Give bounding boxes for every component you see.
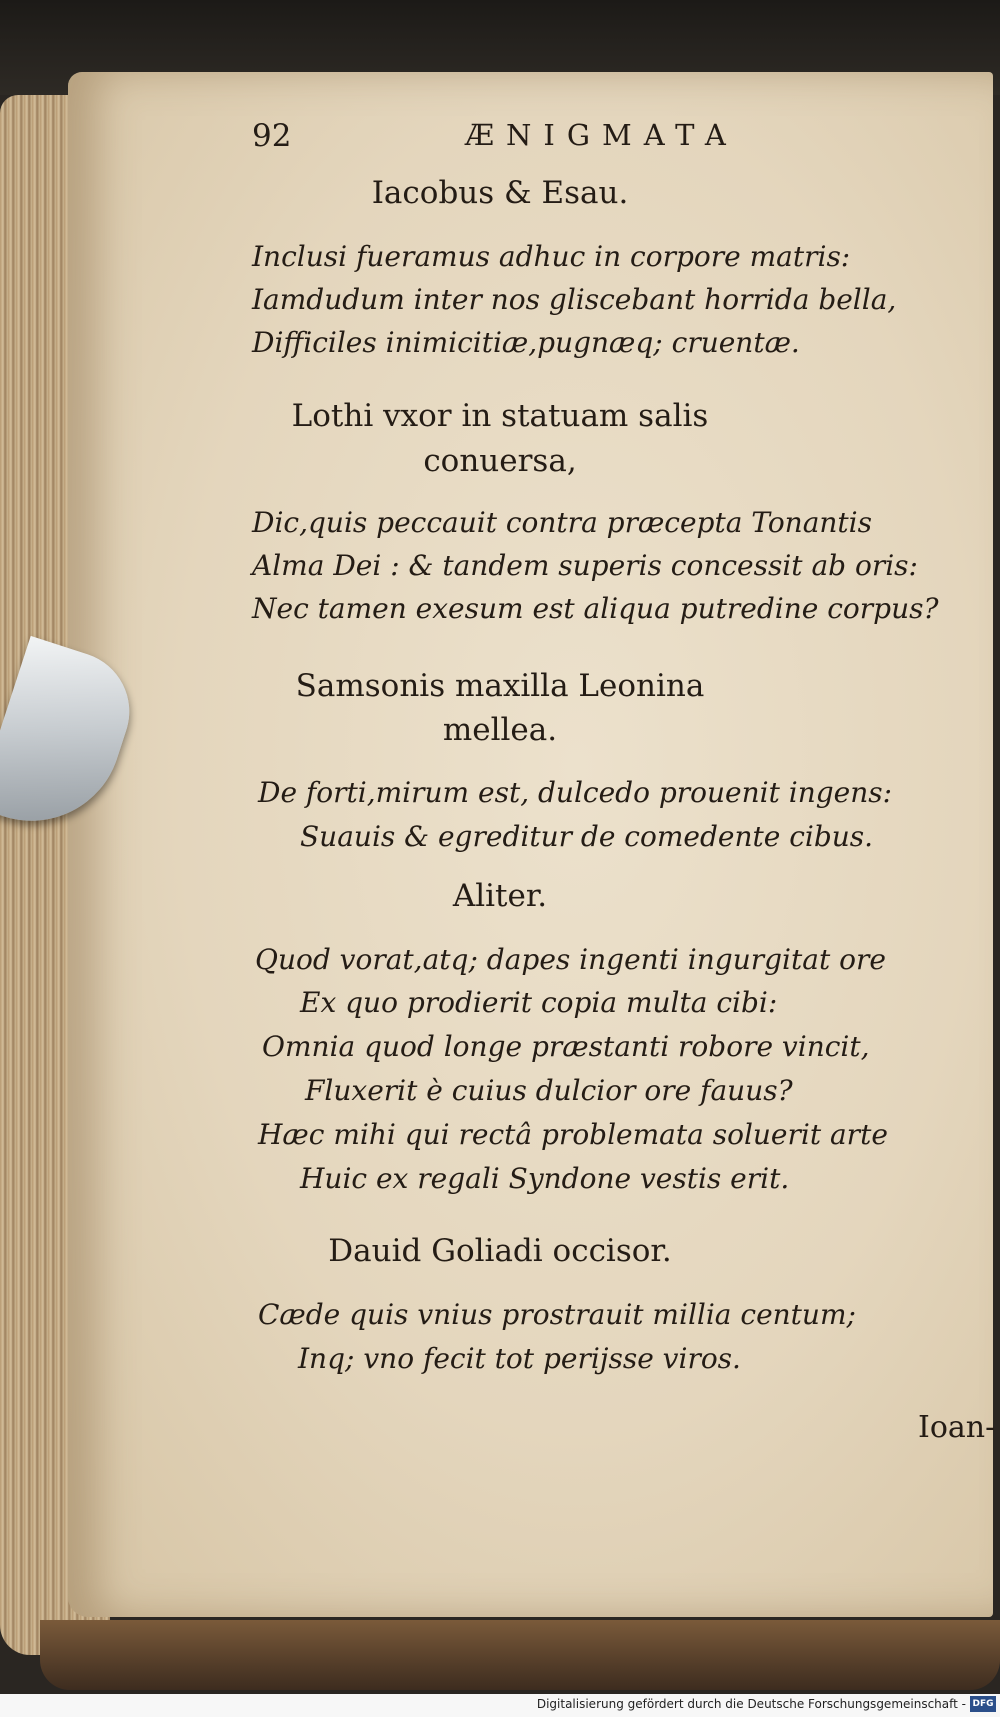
verse-line: De forti,mirum est, dulcedo prouenit ingens:	[258, 776, 893, 809]
verse-line: Alma Dei : & tandem superis concessit ab oris:	[252, 549, 918, 582]
book-binding	[40, 1620, 1000, 1690]
verse-line: Suauis & egreditur de comedente cibus.	[300, 820, 874, 853]
verse-line: Hæc mihi qui rectâ problemata soluerit arte	[258, 1118, 888, 1151]
footer-bar	[0, 1694, 1000, 1717]
verse-line: Inclusi fueramus adhuc in corpore matris:	[252, 240, 851, 273]
verse-line: Huic ex regali Syndone vestis erit.	[300, 1162, 790, 1195]
section-title: Aliter.	[452, 878, 548, 914]
footer-credit: Digitalisierung gefördert durch die Deutsche Forschungsgemeinschaft -	[536, 1697, 966, 1711]
running-head: ÆNIGMATA	[465, 118, 738, 152]
verse-line: Iamdudum inter nos gliscebant horrida bella,	[252, 283, 897, 316]
verse-line: Inq; vno fecit tot perijsse viros.	[298, 1342, 741, 1375]
page-number: 92	[252, 118, 292, 154]
verse-line: Ex quo prodierit copia multa cibi:	[300, 986, 778, 1019]
verse-line: Cæde quis vnius prostrauit millia centum;	[258, 1298, 856, 1331]
section-title: mellea.	[442, 712, 558, 748]
verse-line: Nec tamen exesum est aliqua putredine corpus?	[252, 592, 939, 625]
section-title: Dauid Goliadi occisor.	[328, 1233, 672, 1269]
verse-line: Fluxerit è cuius dulcior ore fauus?	[305, 1074, 793, 1107]
verse-line: Dic,quis peccauit contra præcepta Tonantis	[252, 506, 873, 539]
dfg-logo: DFG	[970, 1696, 996, 1712]
section-title: Samsonis maxilla Leonina	[295, 668, 705, 704]
section-title: Iacobus & Esau.	[371, 175, 629, 211]
verse-line: Omnia quod longe præstanti robore vincit,	[262, 1030, 870, 1063]
verse-line: Quod vorat,atq; dapes ingenti ingurgitat ore	[255, 943, 886, 976]
section-title: conuersa,	[423, 443, 577, 479]
catchword: Ioan-	[918, 1410, 996, 1445]
section-title: Lothi vxor in statuam salis	[291, 398, 709, 434]
verse-line: Difficiles inimicitiæ,pugnæq; cruentæ.	[252, 326, 800, 359]
